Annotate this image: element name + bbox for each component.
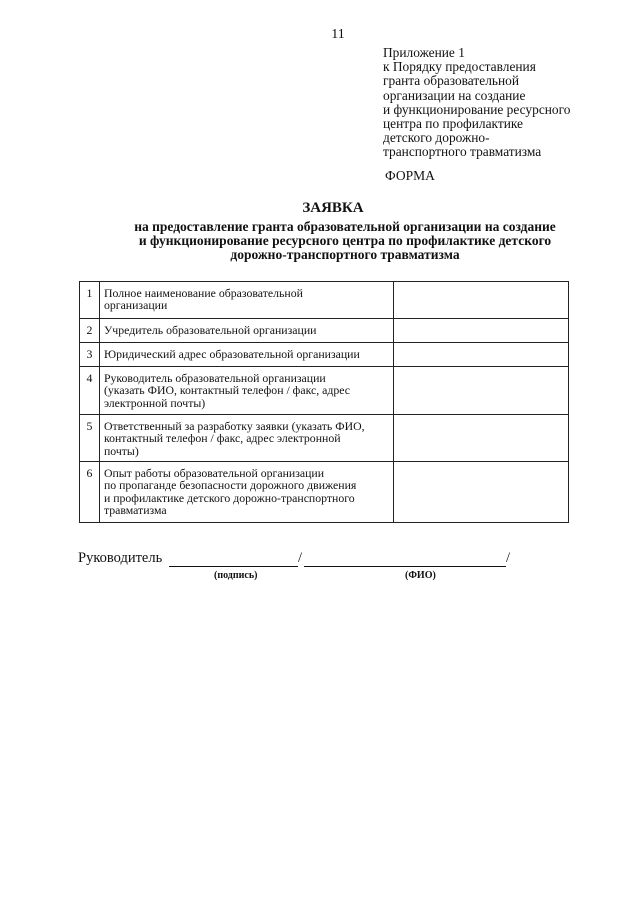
row-number: 2 (80, 319, 100, 343)
appendix-line: организации на создание (383, 87, 526, 103)
row-description (99, 319, 393, 343)
appendix-line: гранта образовательной (383, 73, 520, 89)
subtitle-line: дорожно-транспортного травматизма (230, 247, 460, 262)
appendix-line: и функционирование ресурсного (383, 101, 571, 117)
page-number: 11 (331, 27, 345, 42)
row-description (99, 462, 393, 523)
row-description-line: Ответственный за разработку заявки (указать ФИО, (103, 419, 365, 433)
table-row (80, 367, 569, 415)
row-value-cell[interactable] (393, 343, 568, 367)
row-description-line: почты) (103, 443, 139, 458)
row-value-cell[interactable] (393, 282, 568, 319)
signature-line[interactable] (169, 566, 298, 567)
row-description-line: и профилактике детского дорожно-транспортного (103, 490, 355, 505)
row-description (99, 343, 393, 367)
row-description-line: (указать ФИО, контактный телефон / факс, адрес (103, 383, 351, 398)
signature-end-separator: / (506, 550, 511, 566)
row-number: 5 (80, 415, 100, 462)
row-value-cell[interactable] (393, 462, 568, 523)
table-row (80, 462, 569, 523)
row-description-line: электронной почты) (103, 395, 206, 410)
row-description (99, 282, 393, 319)
row-description-line: Руководитель образовательной организации (103, 371, 326, 385)
subtitle-line: и функционирование ресурсного центра по профилактике детского (138, 233, 552, 248)
row-description-line: Опыт работы образовательной организации (103, 466, 325, 480)
row-description-line: травматизма (103, 503, 167, 518)
row-number: 3 (80, 343, 100, 367)
appendix-block (383, 46, 623, 160)
document-subtitle (70, 220, 620, 262)
row-number: 1 (80, 282, 100, 319)
appendix-line: Приложение 1 (383, 45, 465, 60)
row-number: 6 (80, 462, 100, 523)
row-value-cell[interactable] (393, 319, 568, 343)
name-line[interactable] (304, 566, 506, 567)
signature-block (78, 550, 548, 584)
row-value-cell[interactable] (393, 367, 568, 415)
form-label: ФОРМА (385, 168, 435, 183)
row-description-line: организации (103, 298, 168, 313)
table-row (80, 319, 569, 343)
appendix-line: к Порядку предоставления (383, 59, 536, 75)
subtitle-line: на предоставление гранта образовательной организации на создание (134, 219, 556, 234)
signature-caption: (подпись) (214, 570, 258, 581)
table-row (80, 415, 569, 462)
row-number: 4 (80, 367, 100, 415)
name-caption: (ФИО) (405, 570, 436, 581)
appendix-line: детского дорожно- (383, 130, 490, 146)
application-table (79, 281, 569, 523)
row-description-line: по пропаганде безопасности дорожного движения (103, 478, 357, 493)
table-row (80, 343, 569, 367)
row-description (99, 367, 393, 415)
row-description (99, 415, 393, 462)
signature-separator: / (298, 550, 303, 566)
appendix-line: центра по профилактике (383, 116, 523, 132)
table-row (80, 282, 569, 319)
row-value-cell[interactable] (393, 415, 568, 462)
signature-label: Руководитель (78, 550, 163, 566)
row-description-line: Полное наименование образовательной (103, 286, 303, 300)
row-description-line: контактный телефон / факс, адрес электронной (103, 431, 341, 446)
row-description-line: Учредитель образовательной организации (103, 323, 317, 337)
appendix-line: транспортного травматизма (383, 144, 542, 160)
document-title: ЗАЯВКА (302, 200, 364, 216)
row-description-line: Юридический адрес образовательной организации (103, 347, 360, 361)
